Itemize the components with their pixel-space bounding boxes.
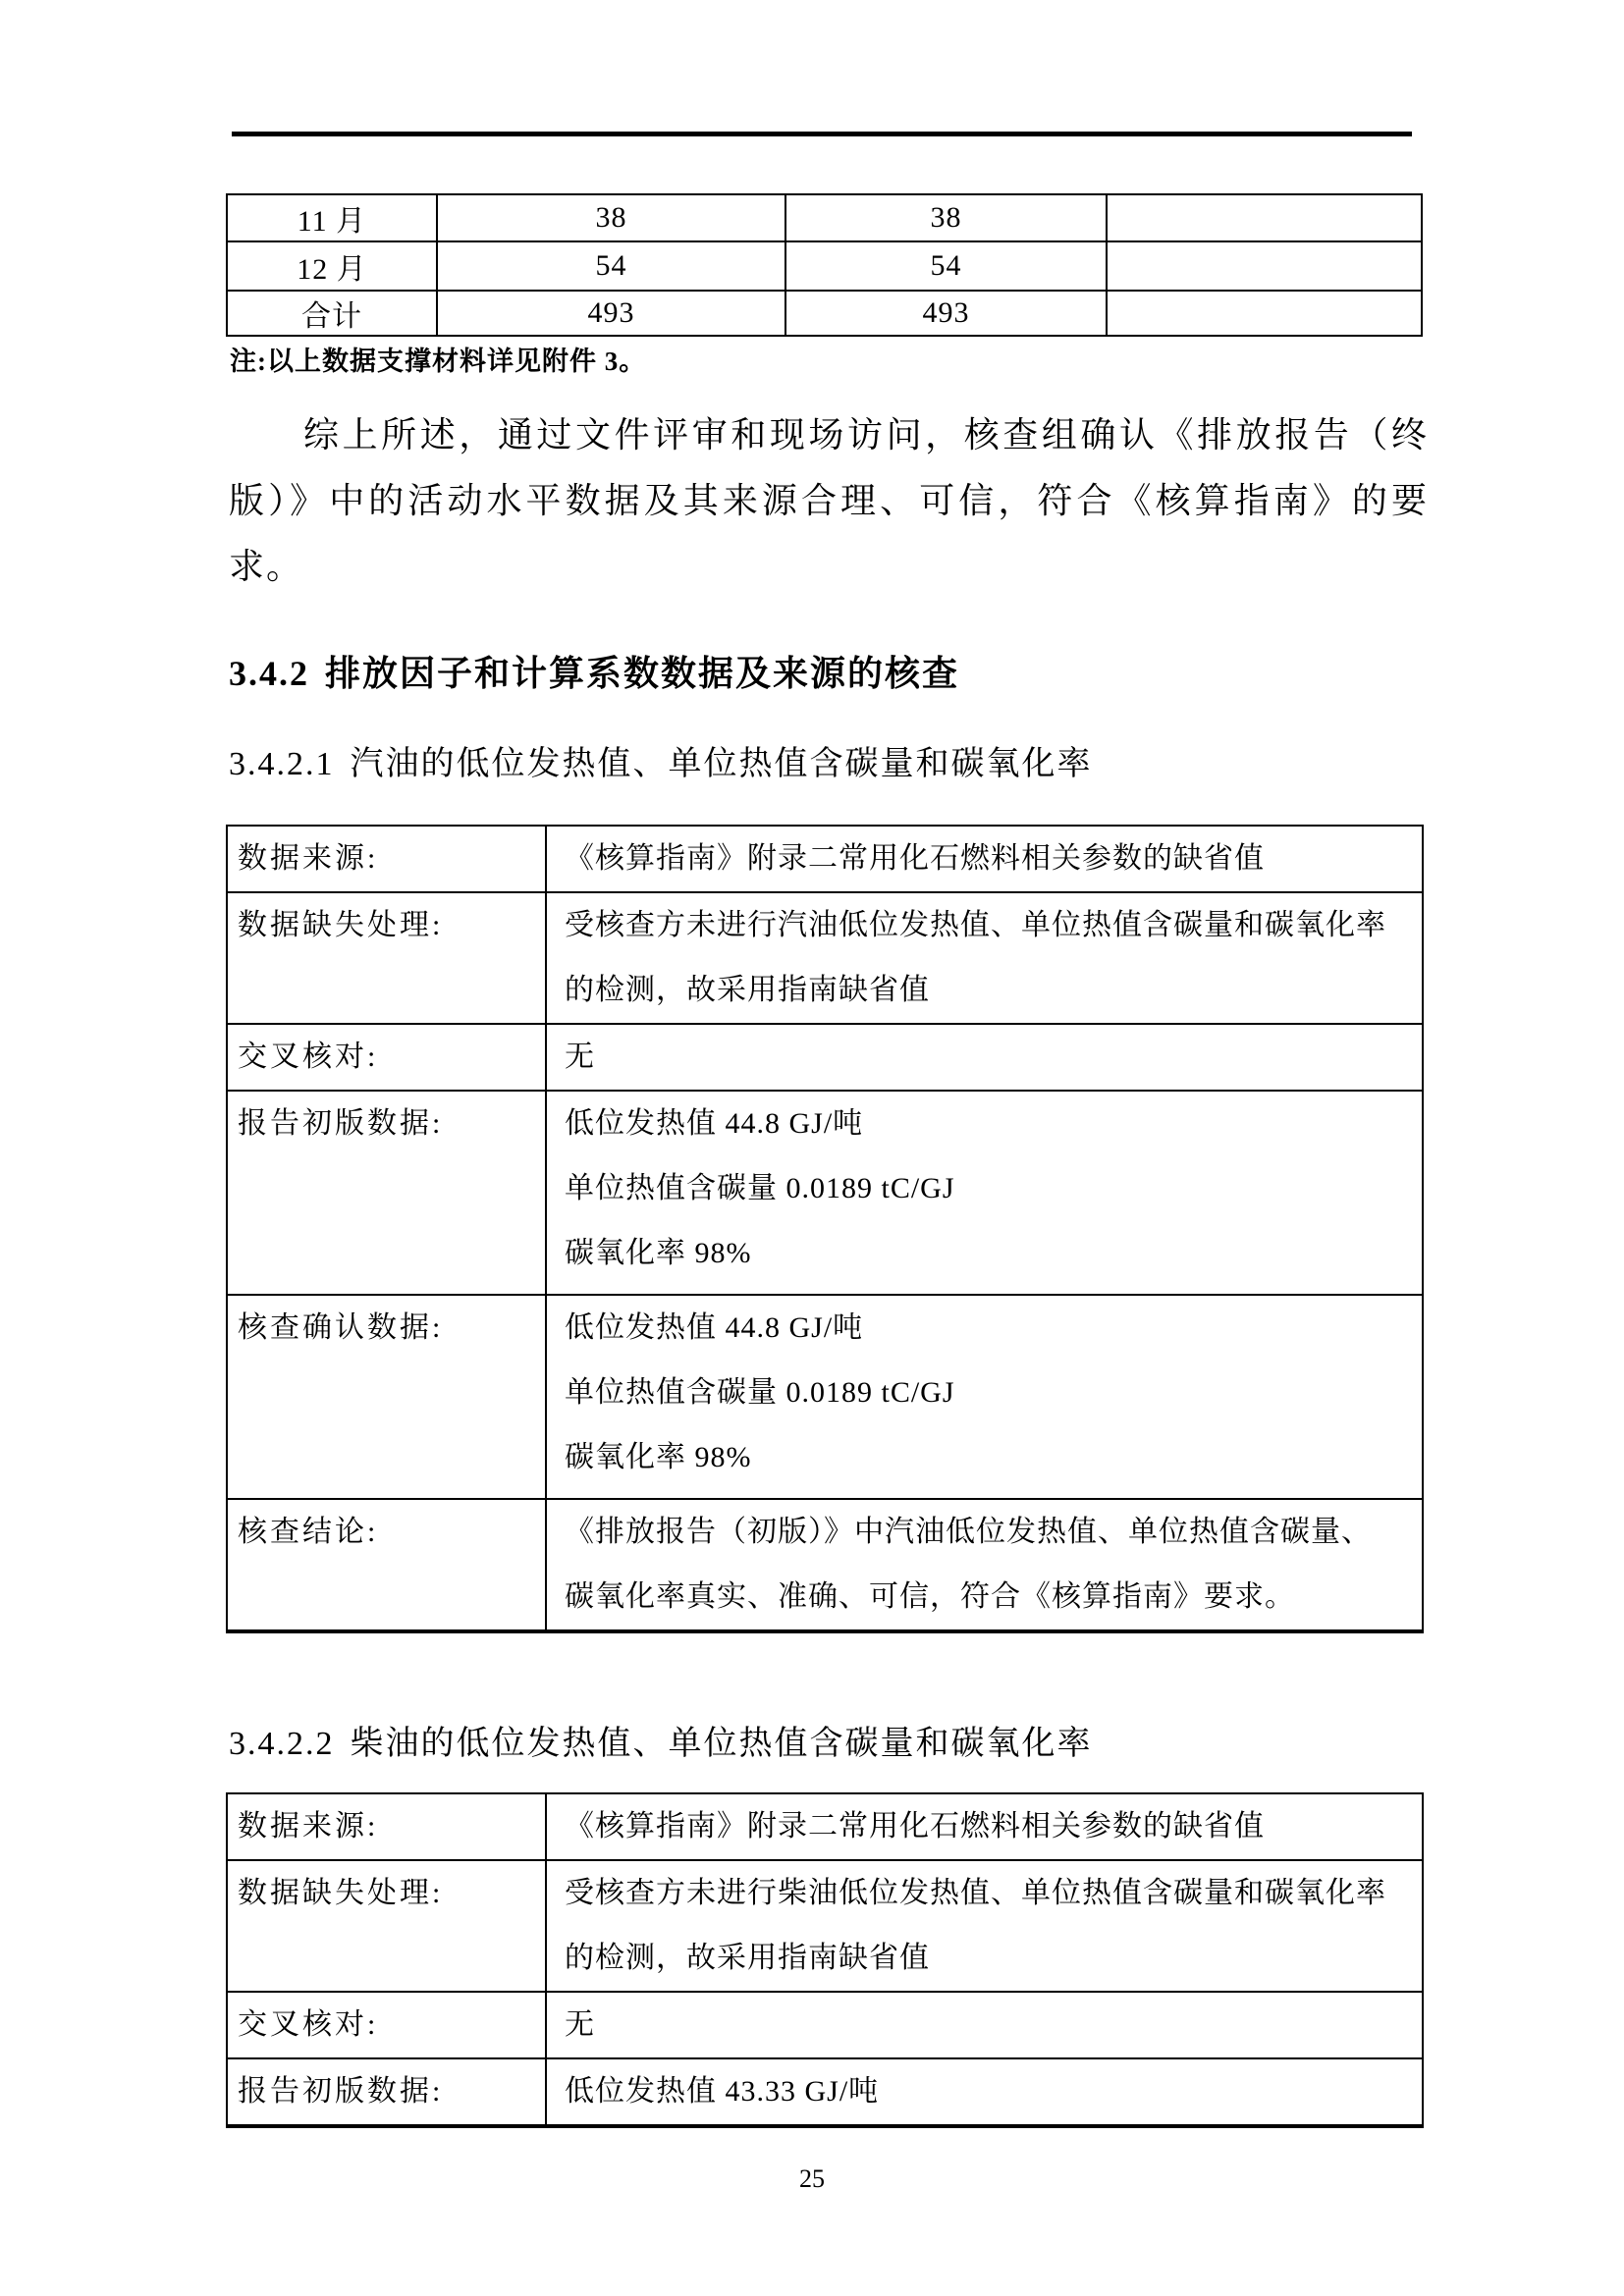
row-label: 交叉核对: [227, 1992, 546, 2058]
row-label: 核查结论: [227, 1499, 546, 1631]
table-row [227, 1860, 1423, 1992]
subsection-number: 3.4.2.1 [229, 746, 335, 782]
month-cell: 11 月 [227, 194, 437, 241]
row-value [546, 1091, 1423, 1295]
row-label: 报告初版数据: [227, 1091, 546, 1295]
subsection-title: 柴油的低位发热值、单位热值含碳量和碳氧化率 [350, 1726, 1093, 1762]
section-heading [229, 646, 959, 696]
value-line: 无 [565, 1041, 595, 1073]
row-value [546, 1992, 1423, 2058]
value-line: 受核查方未进行柴油低位发热值、单位热值含碳量和碳氧化率 [565, 1877, 1386, 1909]
table-row [227, 1499, 1423, 1631]
value-cell: 38 [785, 194, 1107, 241]
row-label: 核查确认数据: [227, 1295, 546, 1499]
value-line: 无 [565, 2008, 595, 2041]
row-value [546, 826, 1423, 892]
row-value [546, 1499, 1423, 1631]
table-note: 注:以上数据支撑材料详见附件 3。 [230, 347, 647, 376]
row-label: 数据缺失处理: [227, 892, 546, 1024]
row-value [546, 1793, 1423, 1860]
value-line: 碳氧化率真实、准确、可信，符合《核算指南》要求。 [565, 1580, 1295, 1613]
section-title: 排放因子和计算系数数据及来源的核查 [325, 654, 960, 693]
subsection-heading-gasoline [229, 736, 1093, 784]
value-line: 受核查方未进行汽油低位发热值、单位热值含碳量和碳氧化率 [565, 909, 1386, 941]
value-line: 《核算指南》附录二常用化石燃料相关参数的缺省值 [565, 842, 1265, 875]
value-line: 单位热值含碳量 0.0189 tC/GJ [565, 1172, 955, 1204]
summary-paragraph: 综上所述，通过文件评审和现场访问，核查组确认《排放报告（终版）》中的活动水平数据及其来源合理、可信，符合《核算指南》的要求。 [229, 415, 1429, 586]
table-row [227, 1793, 1423, 1860]
empty-cell [1107, 241, 1422, 291]
table-row [227, 2058, 1423, 2126]
row-value [546, 892, 1423, 1024]
table-row [227, 1024, 1423, 1091]
value-line: 低位发热值 44.8 GJ/吨 [565, 1311, 864, 1344]
empty-cell [1107, 194, 1422, 241]
value-line: 碳氧化率 98% [565, 1237, 752, 1269]
row-value [546, 1860, 1423, 1992]
value-cell: 38 [437, 194, 785, 241]
value-line: 《排放报告（初版）》中汽油低位发热值、单位热值含碳量、 [565, 1516, 1372, 1548]
table-row [227, 826, 1423, 892]
value-cell: 493 [437, 291, 785, 336]
value-cell: 493 [785, 291, 1107, 336]
value-line: 《核算指南》附录二常用化石燃料相关参数的缺省值 [565, 1810, 1265, 1842]
table-row [227, 1992, 1423, 2058]
gasoline-verification-table [226, 825, 1424, 1633]
subsection-title: 汽油的低位发热值、单位热值含碳量和碳氧化率 [350, 746, 1093, 782]
row-value [546, 2058, 1423, 2126]
table-row [227, 1091, 1423, 1295]
table-row [227, 291, 1422, 336]
diesel-verification-table [226, 1792, 1424, 2128]
total-cell: 合计 [227, 291, 437, 336]
value-line: 低位发热值 43.33 GJ/吨 [565, 2075, 880, 2108]
table-row [227, 1295, 1423, 1499]
table-row [227, 892, 1423, 1024]
value-line: 的检测，故采用指南缺省值 [565, 974, 930, 1006]
row-label: 交叉核对: [227, 1024, 546, 1091]
section-number: 3.4.2 [229, 654, 309, 693]
table-row [227, 194, 1422, 241]
month-cell: 12 月 [227, 241, 437, 291]
page-number: 25 [799, 2164, 825, 2193]
row-label: 数据来源: [227, 1793, 546, 1860]
value-cell: 54 [437, 241, 785, 291]
value-cell: 54 [785, 241, 1107, 291]
value-line: 的检测，故采用指南缺省值 [565, 1942, 930, 1974]
subsection-number: 3.4.2.2 [229, 1726, 335, 1762]
empty-cell [1107, 291, 1422, 336]
row-label: 数据来源: [227, 826, 546, 892]
row-value [546, 1295, 1423, 1499]
row-label: 报告初版数据: [227, 2058, 546, 2126]
row-label: 数据缺失处理: [227, 1860, 546, 1992]
value-line: 碳氧化率 98% [565, 1441, 752, 1473]
header-divider-rule [232, 132, 1412, 136]
table-row [227, 241, 1422, 291]
value-line: 低位发热值 44.8 GJ/吨 [565, 1107, 864, 1140]
subsection-heading-diesel [229, 1716, 1093, 1764]
value-line: 单位热值含碳量 0.0189 tC/GJ [565, 1376, 955, 1409]
monthly-data-table [226, 193, 1423, 337]
row-value [546, 1024, 1423, 1091]
